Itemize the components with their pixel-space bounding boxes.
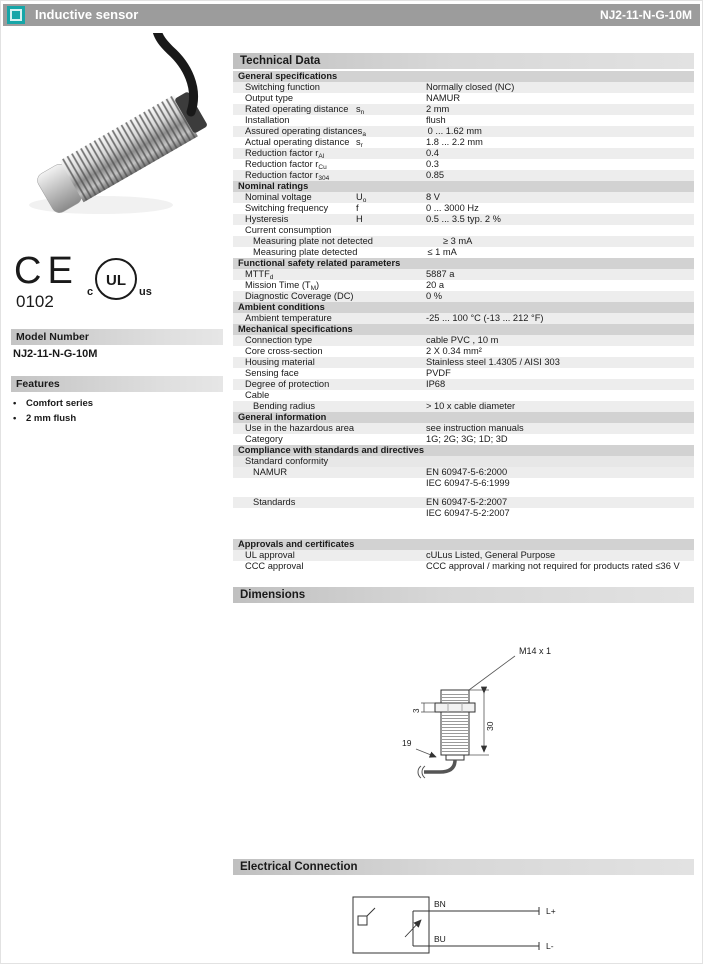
row-value bbox=[426, 390, 694, 401]
model-number-value: NJ2-11-N-G-10M bbox=[13, 348, 98, 360]
technical-data-header: Technical Data bbox=[233, 53, 694, 69]
row-label: Use in the hazardous area bbox=[245, 423, 355, 433]
row-value: NAMUR bbox=[426, 93, 461, 103]
row-label bbox=[233, 508, 356, 519]
table-row bbox=[233, 335, 694, 346]
table-row bbox=[233, 401, 694, 412]
table-row bbox=[233, 137, 694, 148]
row-symbol: H bbox=[356, 214, 363, 224]
table-row bbox=[233, 379, 694, 390]
table-row bbox=[233, 478, 694, 489]
ce-mark: CE bbox=[14, 250, 79, 292]
row-value: > 10 x cable diameter bbox=[426, 401, 516, 411]
row-symbol bbox=[356, 467, 426, 478]
terminal-lplus: L+ bbox=[546, 906, 556, 916]
row-value: Stainless steel 1.4305 / AISI 303 bbox=[426, 357, 560, 367]
row-symbol bbox=[356, 115, 426, 126]
row-symbol: $U_o$ bbox=[356, 192, 367, 204]
row-symbol bbox=[356, 368, 426, 379]
header-model-number: NJ2-11-N-G-10M bbox=[599, 8, 692, 22]
table-row bbox=[233, 82, 694, 93]
feature-item bbox=[13, 396, 218, 411]
table-row bbox=[233, 126, 694, 137]
certification-marks bbox=[13, 249, 213, 311]
dimensions-header: Dimensions bbox=[233, 587, 694, 603]
row-symbol bbox=[356, 478, 426, 489]
dim-30-label: 30 bbox=[485, 721, 495, 731]
row-value: 8 V bbox=[426, 192, 440, 202]
feature-label: 2 mm flush bbox=[26, 413, 77, 424]
product-image bbox=[9, 33, 214, 238]
table-section-header: Mechanical specifications bbox=[233, 324, 694, 335]
row-label: Nominal voltage bbox=[245, 192, 312, 202]
row-label: Core cross-section bbox=[245, 346, 323, 356]
cable-break-symbol bbox=[418, 766, 425, 778]
model-number-header: Model Number bbox=[11, 329, 223, 345]
table-row bbox=[233, 170, 694, 181]
row-symbol: $s_r$ bbox=[356, 137, 363, 149]
feature-label: Comfort series bbox=[26, 398, 94, 409]
table-section-header: Approvals and certificates bbox=[233, 539, 694, 550]
table-row bbox=[233, 247, 694, 258]
row-value: 0 ... 1.62 mm bbox=[427, 126, 482, 136]
row-symbol bbox=[356, 401, 426, 412]
table-row bbox=[233, 291, 694, 302]
row-label: Current consumption bbox=[245, 225, 332, 235]
row-symbol bbox=[356, 291, 426, 302]
table-row bbox=[233, 434, 694, 445]
bullet-icon: • bbox=[13, 413, 17, 424]
table-section-header: General information bbox=[233, 412, 694, 423]
row-symbol bbox=[356, 225, 426, 236]
table-row bbox=[233, 225, 694, 236]
row-value: flush bbox=[426, 115, 446, 125]
table-row bbox=[233, 214, 694, 225]
row-value: 0.4 bbox=[426, 148, 439, 158]
row-label: Assured operating distance bbox=[245, 126, 358, 136]
row-label: Actual operating distance bbox=[245, 137, 350, 147]
feature-item bbox=[13, 411, 218, 426]
cable-outline bbox=[424, 760, 455, 772]
ul-letters: UL bbox=[106, 272, 126, 289]
row-symbol bbox=[356, 497, 426, 508]
row-value: cULus Listed, General Purpose bbox=[426, 550, 556, 560]
row-value: EN 60947-5-6:2000 bbox=[426, 467, 508, 477]
row-label: Cable bbox=[245, 390, 270, 400]
row-symbol bbox=[356, 148, 426, 159]
table-row bbox=[233, 423, 694, 434]
top-header-bar bbox=[3, 4, 700, 26]
row-label: Bending radius bbox=[253, 401, 316, 411]
row-value: IEC 60947-5-6:1999 bbox=[426, 478, 510, 488]
row-symbol bbox=[356, 280, 426, 291]
row-symbol bbox=[356, 423, 426, 434]
row-label: Category bbox=[245, 434, 283, 444]
table-row bbox=[233, 148, 694, 159]
row-value: see instruction manuals bbox=[426, 423, 524, 433]
table-section-header: Compliance with standards and directives bbox=[233, 445, 694, 456]
row-symbol bbox=[356, 379, 426, 390]
table-row bbox=[233, 159, 694, 170]
row-symbol: $s_a$ bbox=[357, 126, 366, 138]
row-value: 1G; 2G; 3G; 1D; 3D bbox=[426, 434, 508, 444]
row-value: 0.85 bbox=[426, 170, 445, 180]
row-label: Switching function bbox=[245, 82, 320, 92]
row-label: Housing material bbox=[245, 357, 315, 367]
row-value: EN 60947-5-2:2007 bbox=[426, 497, 508, 507]
bullet-icon: • bbox=[13, 398, 17, 409]
row-label: Rated operating distance bbox=[245, 104, 349, 114]
row-symbol bbox=[356, 269, 426, 280]
row-value: CCC approval / marking not required for products rated ≤36 V bbox=[426, 561, 680, 571]
row-value: Normally closed (NC) bbox=[426, 82, 515, 92]
row-label: Mission Time $(T_M)$ bbox=[245, 280, 320, 292]
ce-number: 0102 bbox=[16, 292, 54, 311]
row-value: 0.3 bbox=[426, 159, 439, 169]
row-value: 2 X 0.34 mm² bbox=[426, 346, 482, 356]
thread-upper bbox=[442, 692, 468, 703]
row-label: Diagnostic Coverage (DC) bbox=[245, 291, 354, 301]
row-label: Switching frequency bbox=[245, 203, 329, 213]
row-label: Measuring plate detected bbox=[253, 247, 358, 257]
row-label bbox=[233, 478, 356, 489]
leader-line bbox=[469, 656, 515, 690]
row-label: Reduction factor $r_{Cu}$ bbox=[245, 159, 327, 171]
table-row bbox=[233, 203, 694, 214]
ul-c: c bbox=[87, 286, 94, 298]
row-symbol bbox=[356, 434, 426, 445]
cable-gland bbox=[446, 755, 464, 760]
row-label: Reduction factor $r_{Al}$ bbox=[245, 148, 325, 160]
table-row bbox=[233, 550, 694, 561]
row-label: CCC approval bbox=[245, 561, 304, 571]
table-row bbox=[233, 313, 694, 324]
row-value: 1.8 ... 2.2 mm bbox=[426, 137, 483, 147]
table-spacer bbox=[233, 519, 694, 539]
table-row bbox=[233, 497, 694, 508]
table-spacer bbox=[233, 489, 694, 497]
row-value: IP68 bbox=[426, 379, 446, 389]
table-row bbox=[233, 104, 694, 115]
table-subsection-header: Standard conformity bbox=[233, 456, 694, 467]
row-value: cable PVC , 10 m bbox=[426, 335, 499, 345]
row-symbol bbox=[357, 247, 427, 258]
page-title: Inductive sensor bbox=[35, 7, 139, 22]
dim-19-arrow bbox=[416, 749, 436, 757]
table-row bbox=[233, 368, 694, 379]
row-value: ≤ 1 mA bbox=[427, 247, 457, 257]
row-label: Degree of protection bbox=[245, 379, 330, 389]
row-symbol bbox=[356, 561, 426, 572]
table-row bbox=[233, 508, 694, 519]
table-row bbox=[233, 269, 694, 280]
row-value: 20 a bbox=[426, 280, 445, 290]
table-row bbox=[233, 192, 694, 203]
row-label: Standards bbox=[253, 497, 296, 507]
row-value: PVDF bbox=[426, 368, 451, 378]
row-symbol: f bbox=[356, 203, 359, 213]
table-row bbox=[233, 280, 694, 291]
row-symbol bbox=[373, 236, 443, 247]
electrical-connection-header: Electrical Connection bbox=[233, 859, 694, 875]
row-symbol bbox=[356, 550, 426, 561]
row-value: 5887 a bbox=[426, 269, 455, 279]
row-symbol bbox=[356, 357, 426, 368]
row-value: 0 ... 3000 Hz bbox=[426, 203, 479, 213]
dim-19-label: 19 bbox=[402, 738, 412, 748]
row-label: UL approval bbox=[245, 550, 295, 560]
thread-lower bbox=[442, 715, 468, 753]
row-value: ≥ 3 mA bbox=[442, 236, 473, 246]
table-section-header: Ambient conditions bbox=[233, 302, 694, 313]
electrical-diagram bbox=[233, 875, 694, 964]
row-value: 0.5 ... 3.5 typ. 2 % bbox=[426, 214, 501, 224]
row-label: Output type bbox=[245, 93, 294, 103]
row-value: IEC 60947-5-2:2007 bbox=[426, 508, 510, 518]
row-label: Sensing face bbox=[245, 368, 299, 378]
table-row bbox=[233, 346, 694, 357]
row-symbol bbox=[356, 170, 426, 181]
row-value bbox=[426, 225, 694, 236]
row-symbol bbox=[356, 93, 426, 104]
table-row bbox=[233, 236, 694, 247]
row-symbol bbox=[356, 346, 426, 357]
ul-us: us bbox=[139, 286, 152, 298]
row-label: NAMUR bbox=[253, 467, 288, 477]
row-symbol bbox=[356, 159, 426, 170]
dimensions-drawing bbox=[233, 603, 694, 853]
row-symbol bbox=[356, 508, 426, 519]
row-value: -25 ... 100 °C (-13 ... 212 °F) bbox=[426, 313, 544, 323]
features-header: Features bbox=[11, 376, 223, 392]
row-value: 2 mm bbox=[426, 104, 450, 114]
wire-label-bu: BU bbox=[434, 934, 446, 944]
table-section-header: Functional safety related parameters bbox=[233, 258, 694, 269]
wire-label-bn: BN bbox=[434, 899, 446, 909]
table-section-header: General specifications bbox=[233, 71, 694, 82]
table-row bbox=[233, 357, 694, 368]
row-symbol: $s_n$ bbox=[356, 104, 365, 116]
features-list bbox=[13, 396, 218, 426]
row-symbol bbox=[356, 313, 426, 324]
row-label: $MTTF_d$ bbox=[245, 269, 274, 281]
row-label: Reduction factor $r_{304}$ bbox=[245, 170, 330, 182]
table-row bbox=[233, 93, 694, 104]
row-label: Connection type bbox=[245, 335, 313, 345]
row-label: Measuring plate not detected bbox=[253, 236, 373, 246]
hex-nut bbox=[435, 703, 475, 712]
thread-size-label: M14 x 1 bbox=[519, 646, 552, 656]
row-label: Installation bbox=[245, 115, 290, 125]
technical-table bbox=[233, 71, 694, 572]
row-symbol bbox=[356, 390, 426, 401]
row-value: 0 % bbox=[426, 291, 443, 301]
brand-logo-icon bbox=[7, 6, 25, 24]
table-row bbox=[233, 561, 694, 572]
row-symbol bbox=[356, 335, 426, 346]
dim-3-label: 3 bbox=[412, 708, 421, 713]
row-symbol bbox=[356, 82, 426, 93]
table-row bbox=[233, 390, 694, 401]
table-section-header: Nominal ratings bbox=[233, 181, 694, 192]
table-row bbox=[233, 115, 694, 126]
row-label: Ambient temperature bbox=[245, 313, 332, 323]
row-label: Hysteresis bbox=[245, 214, 289, 224]
terminal-lminus: L- bbox=[546, 941, 554, 951]
table-row bbox=[233, 467, 694, 478]
